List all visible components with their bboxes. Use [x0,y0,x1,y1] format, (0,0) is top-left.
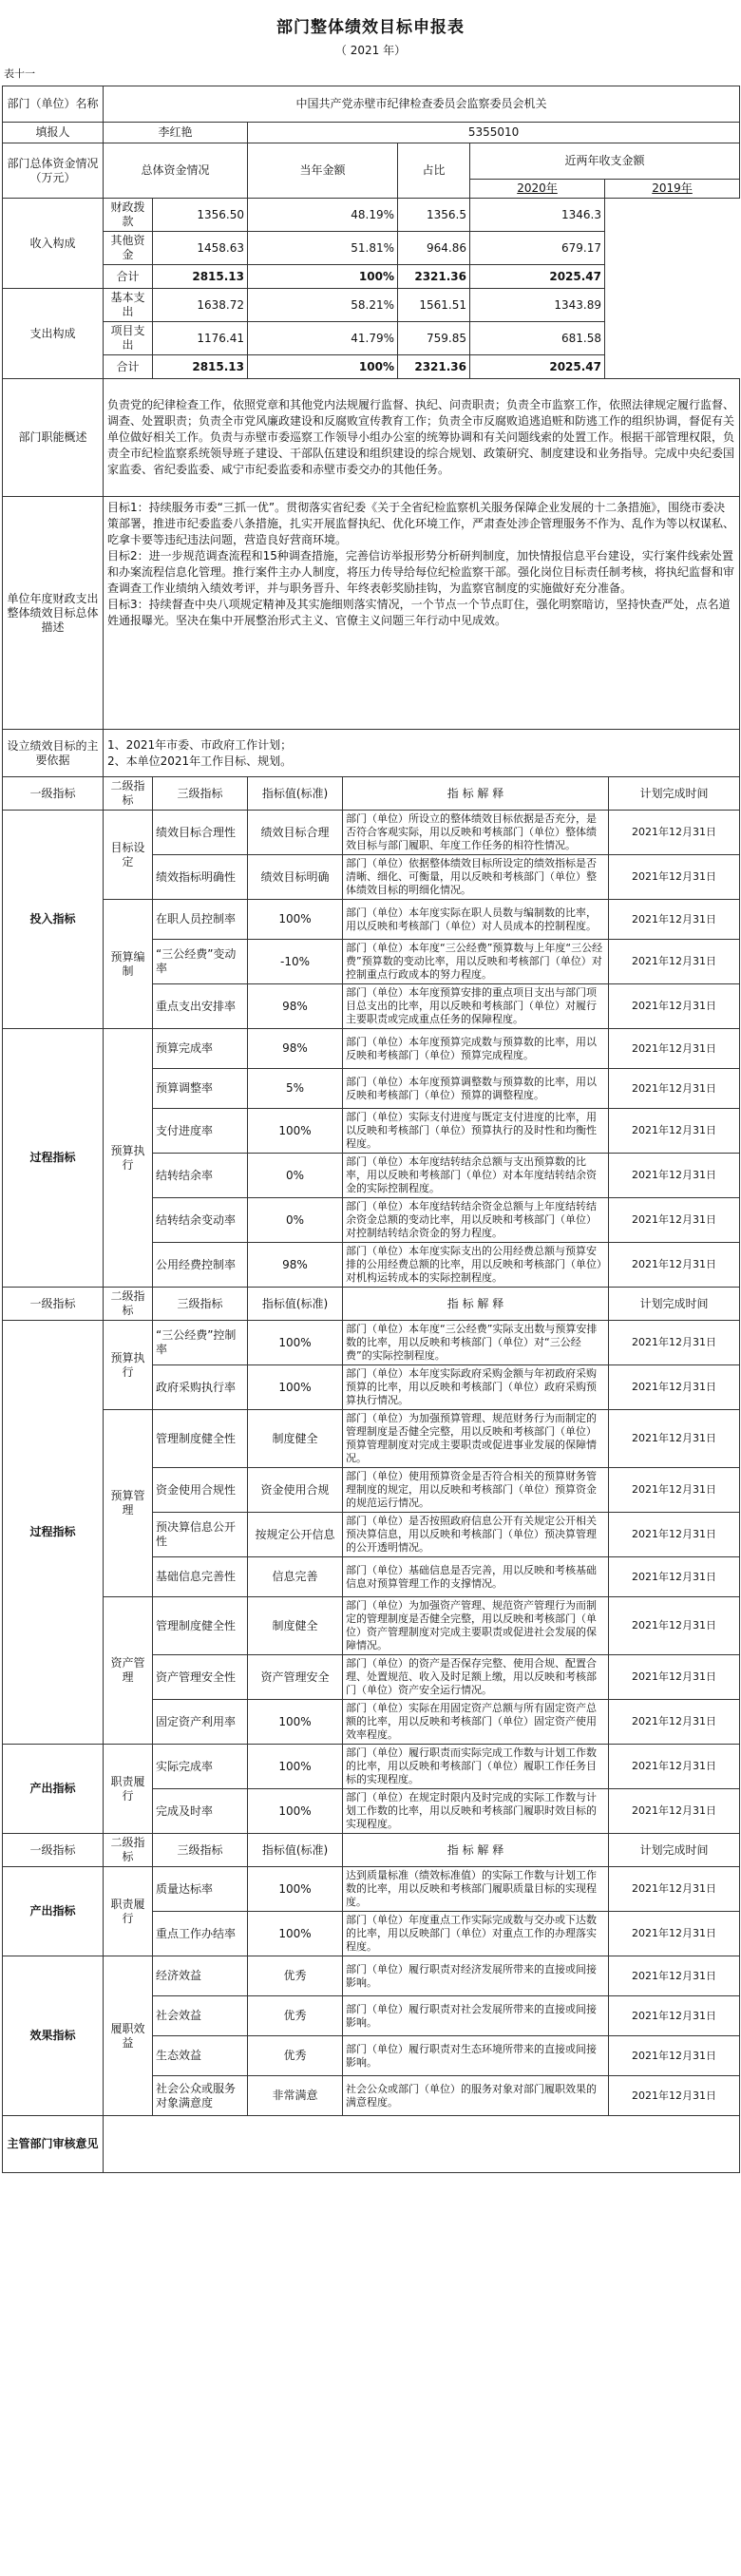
indicator-row [3,1956,740,1996]
plan-completion-date: 2021年12月31日 [609,1365,740,1410]
level3-indicator: 管理制度健全性 [153,1597,248,1655]
indicator-value: -10% [248,940,343,984]
expense-current-amount: 1638.72 [153,289,248,322]
plan-completion-date: 2021年12月31日 [609,1700,740,1745]
plan-completion-date: 2021年12月31日 [609,1198,740,1243]
approval-label: 主管部门审核意见 [3,2116,104,2173]
indicator-value: 100% [248,1789,343,1834]
indicator-value: 制度健全 [248,1597,343,1655]
indicator-row [3,811,740,855]
level2-header: 二级指标 [104,777,153,811]
indicator-header-row [3,1288,740,1321]
indicator-value: 100% [248,1867,343,1912]
level1-indicator: 过程指标 [3,1029,104,1288]
plan-completion-date: 2021年12月31日 [609,1557,740,1597]
basis-label: 设立绩效目标的主要依据 [3,730,104,777]
year-label: （ 2021 年） [334,44,407,57]
indicator-explanation: 部门（单位）实际在用固定资产总额与所有固定资产总额的比率，用以反映和考核部门（单位）固定资产使用效率程度。 [343,1700,609,1745]
year-2020-header: 2020年 [470,180,605,199]
indicator-row [3,1029,740,1069]
indicator-explanation: 部门（单位）履行职责对经济发展所带来的直接或间接影响。 [343,1956,609,1996]
plan-completion-date: 2021年12月31日 [609,1912,740,1956]
level2-indicator: 职责履行 [104,1745,153,1834]
expense-item-name: 基本支出 [104,289,153,322]
income-ratio: 100% [248,265,398,289]
recent-years-header: 近两年收支金额 [470,143,740,180]
plan-completion-date: 2021年12月31日 [609,855,740,900]
indicator-explanation: 部门（单位）本年度实际政府采购金额与年初政府采购预算的比率，用以反映和考核部门（单位）政府采购预算执行情况。 [343,1365,609,1410]
expense-2019-amount: 1343.89 [470,289,605,322]
plan-date-header: 计划完成时间 [609,777,740,811]
income-2019-amount: 679.17 [470,232,605,265]
indicator-value: 100% [248,1700,343,1745]
plan-completion-date: 2021年12月31日 [609,940,740,984]
level3-header: 三级指标 [153,1288,248,1321]
income-2020-amount: 2321.36 [398,265,470,289]
approval-row [3,2116,740,2173]
level3-indicator: 支付进度率 [153,1109,248,1154]
level2-indicator: 预算执行 [104,1029,153,1288]
indicator-explanation: 部门（单位）本年度预算调整数与预算数的比率，用以反映和考核部门（单位）预算的调整程度。 [343,1069,609,1109]
indicator-value: 按规定公开信息 [248,1513,343,1557]
income-current-amount: 2815.13 [153,265,248,289]
level3-indicator: 经济效益 [153,1956,248,1996]
indicator-explanation: 部门（单位）本年度结转结余总额与支出预算数的比率，用以反映和考核部门（单位）对本年度结转结余资金的实际控制程度。 [343,1154,609,1198]
page-title: 部门整体绩效目标申报表 [276,18,465,37]
expense-ratio: 58.21% [248,289,398,322]
indicator-value: 优秀 [248,1996,343,2036]
indicator-explanation: 部门（单位）本年度实际在职人员数与编制数的比率，用以反映和考核部门（单位）对人员成本的控制程度。 [343,900,609,940]
level1-indicator: 投入指标 [3,811,104,1029]
plan-date-header: 计划完成时间 [609,1834,740,1867]
value-header: 指标值(标准) [248,777,343,811]
dept-label: 部门（单位）名称 [3,86,104,123]
level1-header: 一级指标 [3,1288,104,1321]
indicator-value: 0% [248,1154,343,1198]
level3-indicator: 预算调整率 [153,1069,248,1109]
indicator-explanation: 部门（单位）本年度“三公经费”预算数与上年度“三公经费”预算数的变动比率，用以反映和考核部门（单位）对控制重点行政成本的努力程度。 [343,940,609,984]
level3-indicator: “三公经费”变动率 [153,940,248,984]
indicator-value: 5% [248,1069,343,1109]
plan-date-header: 计划完成时间 [609,1288,740,1321]
plan-completion-date: 2021年12月31日 [609,2076,740,2116]
level3-indicator: 质量达标率 [153,1867,248,1912]
plan-completion-date: 2021年12月31日 [609,1243,740,1288]
indicator-value: 绩效目标合理 [248,811,343,855]
explanation-header: 指 标 解 释 [343,1834,609,1867]
income-ratio: 48.19% [248,199,398,232]
indicator-row [3,1745,740,1789]
level1-indicator: 产出指标 [3,1745,104,1834]
expense-ratio: 100% [248,355,398,379]
expense-2019-amount: 681.58 [470,322,605,355]
indicator-explanation: 部门（单位）本年度预算安排的重点项目支出与部门项目总支出的比率，用以反映和考核部门（单位）对履行主要职责或完成重点任务的保障程度。 [343,984,609,1029]
level2-indicator: 职责履行 [104,1867,153,1956]
level3-indicator: 预决算信息公开性 [153,1513,248,1557]
expense-item-name: 合计 [104,355,153,379]
level3-indicator: 完成及时率 [153,1789,248,1834]
income-item-name: 其他资金 [104,232,153,265]
level3-header: 三级指标 [153,777,248,811]
explanation-header: 指 标 解 释 [343,1288,609,1321]
filler-phone: 5355010 [248,123,740,143]
expense-2020-amount: 1561.51 [398,289,470,322]
indicator-value: 98% [248,1243,343,1288]
level3-indicator: 生态效益 [153,2036,248,2076]
plan-completion-date: 2021年12月31日 [609,1996,740,2036]
explanation-header: 指 标 解 释 [343,777,609,811]
plan-completion-date: 2021年12月31日 [609,1109,740,1154]
indicator-explanation: 部门（单位）的资产是否保存完整、使用合规、配置合理、处置规范、收入及时足额上缴，用以反映和考核部门（单位）资产安全运行情况。 [343,1655,609,1700]
plan-completion-date: 2021年12月31日 [609,1468,740,1513]
expense-2019-amount: 2025.47 [470,355,605,379]
indicator-value: 信息完善 [248,1557,343,1597]
indicator-table [2,776,740,2173]
year-2019-header: 2019年 [605,180,740,199]
indicator-row [3,900,740,940]
level3-indicator: 基础信息完善性 [153,1557,248,1597]
expense-2020-amount: 2321.36 [398,355,470,379]
income-2019-amount: 1346.3 [470,199,605,232]
income-2020-amount: 1356.5 [398,199,470,232]
overall-funds-label: 总体资金情况 [104,143,248,199]
level1-header: 一级指标 [3,1834,104,1867]
indicator-value: 资产管理安全 [248,1655,343,1700]
indicator-value: 100% [248,900,343,940]
indicator-explanation: 部门（单位）使用预算资金是否符合相关的预算财务管理制度的规定，用以反映和考核部门（单位）预算资金的规范运行情况。 [343,1468,609,1513]
level3-indicator: 资产管理安全性 [153,1655,248,1700]
indicator-row [3,1867,740,1912]
level2-header: 二级指标 [104,1288,153,1321]
plan-completion-date: 2021年12月31日 [609,1597,740,1655]
plan-completion-date: 2021年12月31日 [609,1745,740,1789]
level3-indicator: 政府采购执行率 [153,1365,248,1410]
indicator-explanation: 部门（单位）是否按照政府信息公开有关规定公开相关预决算信息，用以反映和考核部门（单位）预决算管理的公开透明情况。 [343,1513,609,1557]
plan-completion-date: 2021年12月31日 [609,811,740,855]
level2-indicator: 预算编制 [104,900,153,1029]
dept-name: 中国共产党赤壁市纪律检查委员会监察委员会机关 [104,86,740,123]
income-item-name: 财政拨款 [104,199,153,232]
indicator-explanation: 部门（单位）年度重点工作实际完成数与交办或下达数的比率，用以反映部门（单位）对重点工作的办理落实程度。 [343,1912,609,1956]
level3-indicator: 结转结余率 [153,1154,248,1198]
expense-structure-label: 支出构成 [3,289,104,379]
value-header: 指标值(标准) [248,1288,343,1321]
indicator-value: 优秀 [248,1956,343,1996]
plan-completion-date: 2021年12月31日 [609,1655,740,1700]
plan-completion-date: 2021年12月31日 [609,900,740,940]
expense-2020-amount: 759.85 [398,322,470,355]
indicator-row [3,1321,740,1365]
level3-header: 三级指标 [153,1834,248,1867]
indicator-value: 0% [248,1198,343,1243]
goals-text: 目标1：持续服务市委“三抓一优”。贯彻落实省纪委《关于全省纪检监察机关服务保障企业发展的十二条措施》，围绕市委决策部署，推进市纪委监委八条措施，扎实开展监督执纪、优化环境工作，严肃查处涉企管理服务不作为、乱作为等以权谋私、吃拿卡要等违纪违法问题，营造良好营商环境。 目标2：进一步规范调查流程和15种调查措施，完善信访举报形势分析研判制度，加快情报信息平台建设，实行案件线索处置和办案流程信息化管理。推行案件主办人制度，将压力传导给每位纪检监察干部。强化岗位目标责任制考核，将执纪监督和审查调查工作业绩纳入绩效考评，并与职务晋升、年终表彰奖励挂钩，为监察官制度的实施做好充分准备。 目标3：持续督查中央八项规定精神及其实施细则落实情况，一个节点一个节点盯住，强化明察暗访，坚持快查严处，点名道姓通报曝光。坚决在集中开展整治形式主义、官僚主义问题三年行动中见成效。 [104,497,740,730]
plan-completion-date: 2021年12月31日 [609,1069,740,1109]
indicator-explanation: 部门（单位）基础信息是否完善，用以反映和考核基础信息对预算管理工作的支撑情况。 [343,1557,609,1597]
indicator-value: 100% [248,1912,343,1956]
indicator-explanation: 部门（单位）本年度预算完成数与预算数的比率，用以反映和考核部门（单位）预算完成程度。 [343,1029,609,1069]
indicator-explanation: 达到质量标准（绩效标准值）的实际工作数与计划工作数的比率，用以反映和考核部门履职质量目标的实现程度。 [343,1867,609,1912]
level3-indicator: “三公经费”控制率 [153,1321,248,1365]
filler-name: 李红艳 [104,123,248,143]
level1-indicator: 产出指标 [3,1867,104,1956]
indicator-value: 制度健全 [248,1410,343,1468]
indicator-explanation: 部门（单位）履行职责对生态环境所带来的直接或间接影响。 [343,2036,609,2076]
indicator-explanation: 部门（单位）为加强资产管理、规范资产管理行为而制定的管理制度是否健全完整，用以反映和考核部门（单位）资产管理制度对完成主要职责或促进社会发展的保障情况。 [343,1597,609,1655]
level3-indicator: 预算完成率 [153,1029,248,1069]
income-2019-amount: 2025.47 [470,265,605,289]
approval-opinion-field[interactable] [104,2116,740,2173]
income-ratio: 51.81% [248,232,398,265]
indicator-explanation: 部门（单位）所设立的整体绩效目标依据是否充分，是否符合客观实际，用以反映和考核部门（单位）整体绩效目标与部门履职、年度工作任务的相符性情况。 [343,811,609,855]
level2-header: 二级指标 [104,1834,153,1867]
ratio-header: 占比 [398,143,470,199]
indicator-explanation: 部门（单位）在规定时限内及时完成的实际工作数与计划工作数的比率，用以反映和考核部门履职时效目标的实现程度。 [343,1789,609,1834]
indicator-value: 100% [248,1109,343,1154]
plan-completion-date: 2021年12月31日 [609,1789,740,1834]
basic-info-table [2,86,740,777]
indicator-explanation: 社会公众或部门（单位）的服务对象对部门履职效果的满意程度。 [343,2076,609,2116]
form-number: 表十一 [4,67,35,80]
level2-indicator: 资产管理 [104,1597,153,1745]
level3-indicator: 公用经费控制率 [153,1243,248,1288]
expense-item-name: 项目支出 [104,322,153,355]
indicator-explanation: 部门（单位）本年度结转结余资金总额与上年度结转结余资金总额的变动比率，用以反映和考核部门（单位）对控制结转结余资金的努力程度。 [343,1198,609,1243]
level2-indicator: 目标设定 [104,811,153,900]
indicator-value: 98% [248,1029,343,1069]
indicator-explanation: 部门（单位）本年度实际支出的公用经费总额与预算安排的公用经费总额的比率，用以反映和考核部门（单位）对机构运转成本的实际控制程度。 [343,1243,609,1288]
plan-completion-date: 2021年12月31日 [609,1410,740,1468]
value-header: 指标值(标准) [248,1834,343,1867]
indicator-value: 98% [248,984,343,1029]
income-structure-label: 收入构成 [3,199,104,289]
plan-completion-date: 2021年12月31日 [609,1867,740,1912]
level3-indicator: 社会效益 [153,1996,248,2036]
level1-indicator: 过程指标 [3,1321,104,1745]
indicator-header-row [3,777,740,811]
indicator-value: 资金使用合规 [248,1468,343,1513]
plan-completion-date: 2021年12月31日 [609,984,740,1029]
basis-line-2: 2、本单位2021年工作目标、规划。 [107,754,293,768]
indicator-header-row [3,1834,740,1867]
basis-text [104,730,740,777]
income-2020-amount: 964.86 [398,232,470,265]
indicator-value: 100% [248,1321,343,1365]
level1-header: 一级指标 [3,777,104,811]
duty-label: 部门职能概述 [3,379,104,497]
indicator-explanation: 部门（单位）实际支付进度与既定支付进度的比率，用以反映和考核部门（单位）预算执行的及时性和均衡性程度。 [343,1109,609,1154]
indicator-explanation: 部门（单位）依据整体绩效目标所设定的绩效指标是否清晰、细化、可衡量，用以反映和考核部门（单位）整体绩效目标的明细化情况。 [343,855,609,900]
income-current-amount: 1356.50 [153,199,248,232]
duty-text: 负责党的纪律检查工作，依照党章和其他党内法规履行监督、执纪、问责职责；负责全市监察工作，依照法律规定履行监督、调查、处置职责；负责全市党风廉政建设和反腐败宣传教育工作；负责全市反腐败追逃追赃和防逃工作的组织协调，督促有关单位做好相关工作。负责与赤壁市委巡察工作领导小组办公室的统筹协调和有关问题线索的处置工作。根据干部管理权限，负责全市纪检监察系统领导班子建设、干部队伍建设和组织建设的综合规划、政策研究、制度建设和业务指导。完成中央纪委国家监委、省纪委监委、咸宁市纪委监委和赤壁市委交办的其他任务。 [104,379,740,497]
level3-indicator: 实际完成率 [153,1745,248,1789]
level3-indicator: 管理制度健全性 [153,1410,248,1468]
level3-indicator: 固定资产利用率 [153,1700,248,1745]
level2-indicator: 预算管理 [104,1410,153,1597]
indicator-value: 非常满意 [248,2076,343,2116]
income-current-amount: 1458.63 [153,232,248,265]
plan-completion-date: 2021年12月31日 [609,1154,740,1198]
plan-completion-date: 2021年12月31日 [609,1029,740,1069]
indicator-row [3,1410,740,1468]
expense-ratio: 41.79% [248,322,398,355]
filler-label: 填报人 [3,123,104,143]
plan-completion-date: 2021年12月31日 [609,1513,740,1557]
plan-completion-date: 2021年12月31日 [609,1956,740,1996]
income-item-name: 合计 [104,265,153,289]
indicator-explanation: 部门（单位）履行职责对社会发展所带来的直接或间接影响。 [343,1996,609,2036]
indicator-row [3,1597,740,1655]
indicator-explanation: 部门（单位）为加强预算管理、规范财务行为而制定的管理制度是否健全完整，用以反映和考核部门（单位）预算管理制度对完成主要职责或促进事业发展的保障情况。 [343,1410,609,1468]
level1-indicator: 效果指标 [3,1956,104,2116]
level3-indicator: 资金使用合规性 [153,1468,248,1513]
level3-indicator: 绩效指标明确性 [153,855,248,900]
funds-section-label: 部门总体资金情况（万元） [3,143,104,199]
level3-indicator: 社会公众或服务对象满意度 [153,2076,248,2116]
indicator-explanation: 部门（单位）履行职责而实际完成工作数与计划工作数的比率，用以反映和考核部门（单位）履职工作任务目标的实现程度。 [343,1745,609,1789]
indicator-explanation: 部门（单位）本年度“三公经费”实际支出数与预算安排数的比率，用以反映和考核部门（单位）对“三公经费”的实际控制程度。 [343,1321,609,1365]
indicator-value: 绩效目标明确 [248,855,343,900]
level3-indicator: 在职人员控制率 [153,900,248,940]
plan-completion-date: 2021年12月31日 [609,1321,740,1365]
current-amount-header: 当年金额 [248,143,398,199]
goals-label: 单位年度财政支出整体绩效目标总体描述 [3,497,104,730]
level2-indicator: 预算执行 [104,1321,153,1410]
level3-indicator: 绩效目标合理性 [153,811,248,855]
level3-indicator: 重点支出安排率 [153,984,248,1029]
level3-indicator: 结转结余变动率 [153,1198,248,1243]
indicator-value: 100% [248,1365,343,1410]
basis-line-1: 1、2021年市委、市政府工作计划； [107,737,293,752]
indicator-value: 100% [248,1745,343,1789]
expense-current-amount: 2815.13 [153,355,248,379]
level2-indicator: 履职效益 [104,1956,153,2116]
level3-indicator: 重点工作办结率 [153,1912,248,1956]
plan-completion-date: 2021年12月31日 [609,2036,740,2076]
indicator-value: 优秀 [248,2036,343,2076]
expense-current-amount: 1176.41 [153,322,248,355]
